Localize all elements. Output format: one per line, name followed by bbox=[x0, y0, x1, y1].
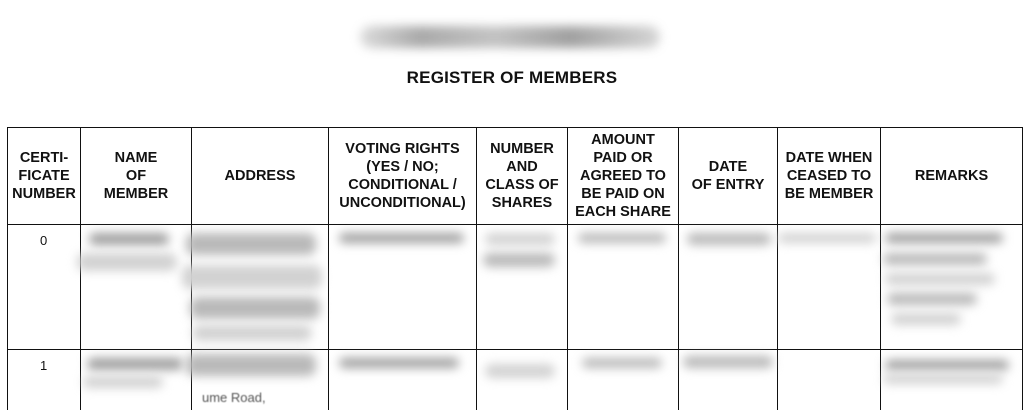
table-row bbox=[8, 350, 1023, 410]
cell-remarks-redacted bbox=[881, 225, 1023, 350]
cell-amount-redacted bbox=[568, 350, 679, 410]
cell-voting-rights-redacted bbox=[329, 350, 477, 410]
table-row bbox=[8, 225, 1023, 350]
document-title: REGISTER OF MEMBERS bbox=[0, 68, 1024, 88]
cell-address-redacted bbox=[192, 225, 329, 350]
cell-date-ceased-redacted bbox=[778, 350, 881, 410]
header-voting-rights: VOTING RIGHTS (YES / NO; CONDITIONAL / UNCONDITIONAL) bbox=[329, 128, 477, 225]
header-date-of-entry: DATE OF ENTRY bbox=[679, 128, 778, 225]
cell-name-redacted bbox=[81, 350, 192, 410]
header-certificate-number: CERTI- FICATE NUMBER bbox=[8, 128, 81, 225]
header-date-ceased: DATE WHEN CEASED TO BE MEMBER bbox=[778, 128, 881, 225]
cell-certificate-number bbox=[8, 350, 81, 410]
header-row bbox=[8, 128, 1023, 225]
certificate-number: 0 bbox=[8, 225, 80, 248]
cell-shares-redacted bbox=[477, 350, 568, 410]
cell-certificate-number bbox=[8, 225, 81, 350]
cell-name-redacted bbox=[81, 225, 192, 350]
cell-amount-redacted bbox=[568, 225, 679, 350]
cell-date-ceased-redacted bbox=[778, 225, 881, 350]
header-amount-paid: AMOUNT PAID OR AGREED TO BE PAID ON EACH SHARE bbox=[568, 128, 679, 225]
cell-voting-rights-redacted bbox=[329, 225, 477, 350]
cell-date-entry-redacted bbox=[679, 350, 778, 410]
header-name-of-member: NAME OF MEMBER bbox=[81, 128, 192, 225]
header-address: ADDRESS bbox=[192, 128, 329, 225]
cell-shares-redacted bbox=[477, 225, 568, 350]
address-fragment: ume Road, bbox=[202, 390, 266, 405]
cell-remarks-redacted bbox=[881, 350, 1023, 410]
cell-address-redacted bbox=[192, 350, 329, 410]
cell-date-entry-redacted bbox=[679, 225, 778, 350]
header-number-class-shares: NUMBER AND CLASS OF SHARES bbox=[477, 128, 568, 225]
header-remarks: REMARKS bbox=[881, 128, 1023, 225]
company-name-redacted bbox=[360, 26, 660, 48]
register-table bbox=[7, 127, 1023, 410]
certificate-number: 1 bbox=[8, 350, 80, 373]
